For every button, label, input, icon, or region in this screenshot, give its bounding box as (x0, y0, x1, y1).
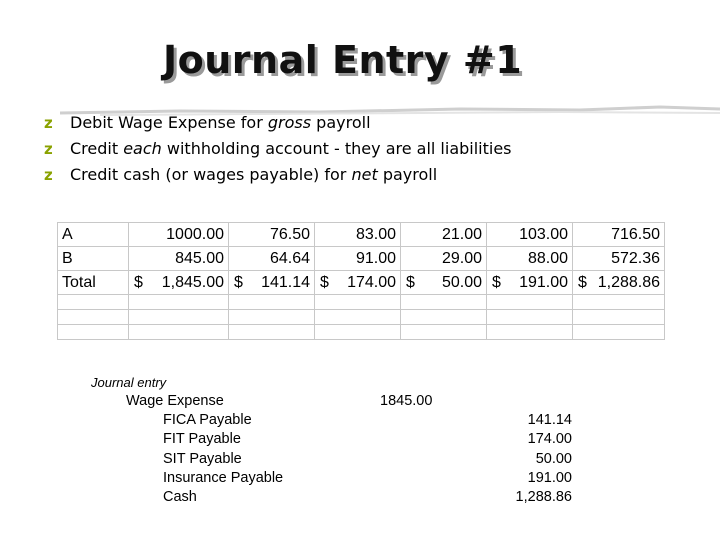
table-cell: $ 1,845.00 (129, 271, 229, 295)
credit-account: SIT Payable (163, 451, 242, 467)
table-cell: $ 1,288.86 (573, 271, 665, 295)
credit-amount: 1,288.86 (515, 489, 572, 505)
credit-amount: 191.00 (527, 470, 572, 486)
table-cell: 845.00 (129, 247, 229, 271)
bullet-list (44, 113, 512, 191)
table-row-empty (58, 310, 665, 325)
table-cell: $ 141.14 (229, 271, 315, 295)
table-cell: $ 174.00 (315, 271, 401, 295)
bullet-icon: z (44, 166, 53, 184)
credit-account: Insurance Payable (163, 470, 284, 486)
currency-symbol: $ (406, 273, 415, 291)
table-cell: 1000.00 (129, 223, 229, 247)
payroll-table (57, 222, 665, 340)
table-cell: 572.36 (573, 247, 665, 271)
bullet-item: z Credit each withholding account - they are all liabilities (44, 139, 512, 158)
bullet-icon: z (44, 114, 53, 132)
currency-symbol: $ (578, 273, 587, 291)
bullet-item: z Debit Wage Expense for gross payroll (44, 113, 371, 132)
table-cell: 716.50 (573, 223, 665, 247)
bullet-icon: z (44, 140, 53, 158)
journal-heading: Journal entry (91, 375, 167, 390)
credit-amount: 174.00 (527, 431, 572, 447)
table-cell: 76.50 (229, 223, 315, 247)
row-label: Total (58, 271, 129, 295)
table-cell: 21.00 (401, 223, 487, 247)
table-cell: 64.64 (229, 247, 315, 271)
table-row-empty (58, 325, 665, 340)
table-row (58, 247, 665, 271)
table-cell: $ 191.00 (487, 271, 573, 295)
table-cell: 88.00 (487, 247, 573, 271)
credit-amount: 50.00 (535, 451, 572, 467)
currency-symbol: $ (134, 273, 143, 291)
credit-account: Cash (163, 489, 197, 505)
table-cell: 91.00 (315, 247, 401, 271)
currency-symbol: $ (492, 273, 501, 291)
debit-amount: 1845.00 (380, 393, 433, 409)
currency-symbol: $ (234, 273, 243, 291)
bullet-item: z Credit cash (or wages payable) for net payroll (44, 165, 438, 184)
row-label: A (58, 223, 129, 247)
slide-title: Journal Entry #1 (163, 38, 523, 82)
table-cell: 83.00 (315, 223, 401, 247)
credit-account: FICA Payable (163, 412, 252, 428)
table-cell: 29.00 (401, 247, 487, 271)
table-row (58, 223, 665, 247)
currency-symbol: $ (320, 273, 329, 291)
debit-account: Wage Expense (126, 393, 224, 409)
credit-account: FIT Payable (163, 431, 241, 447)
table-cell: 103.00 (487, 223, 573, 247)
table-cell: $ 50.00 (401, 271, 487, 295)
credit-amount: 141.14 (527, 412, 572, 428)
table-row-empty (58, 295, 665, 310)
row-label: B (58, 247, 129, 271)
table-row-total (58, 271, 665, 295)
